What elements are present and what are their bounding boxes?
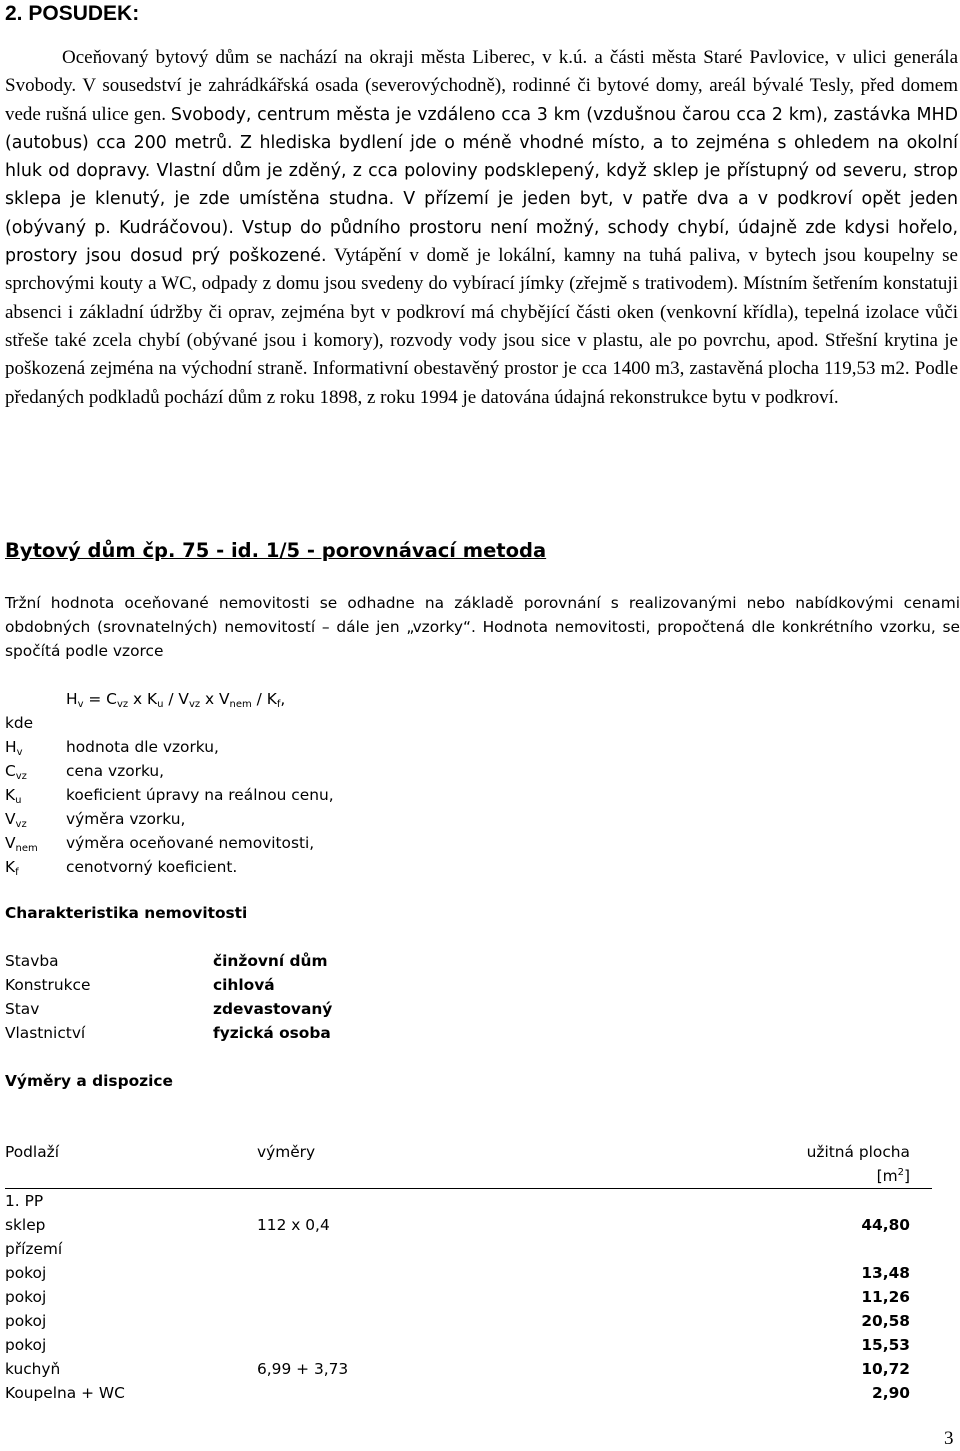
legend-kde: kde [5,714,34,732]
paragraph-rest: Vytápění v domě je lokální, kamny na tuhá paliva, v bytech jsou koupelny se sprchovými kouty a WC, odpady z domu jsou svedeny do vybírací jímky (zřejmě s trativodem). Místním šetřením konstatuji absenci i základní údržby či oprav, zejména byt v podkroví má chybějící části oken (venkovní křídla), tepelná izolace vůči střeše také zcela chybí (obývané jsou i komory), rozvody vody jsou sice v plastu, ale po povrchu, apod. Střešní krytina je poškozená zejména na východní straně. Informativní obestavěný prostor je cca 1400 m3, zastavěná plocha 119,53 m2. Podle předaných podkladů pochází dům z roku 1898, z roku 1994 je datována údajná rekonstrukce bytu v podkroví. [5,245,958,408]
table-row: přízemí [5,1240,63,1258]
table-row: pokoj 11,26 [5,1288,910,1306]
page-number: 3 [944,1428,954,1449]
areas-title: Výměry a dispozice [5,1072,173,1090]
characteristics-row: Stavba činžovní dům [5,952,328,970]
column-header-floor: Podlaží [5,1143,59,1161]
characteristics-row: Vlastnictví fyzická osoba [5,1024,331,1042]
section-heading: 2. POSUDEK: [5,2,140,25]
characteristics-title: Charakteristika nemovitosti [5,904,248,922]
legend-row: $V_{nem}$ výměra oceňované nemovitosti, [5,834,315,854]
description-paragraph [5,44,958,412]
characteristics-row: Konstrukce cihlová [5,976,275,994]
table-row: pokoj 20,58 [5,1312,910,1330]
column-header-usable-area: užitná plocha $[m^2]$ [806,1143,910,1185]
characteristics-row: Stav zdevastovaný [5,1000,333,1018]
table-row: pokoj 15,53 [5,1336,910,1354]
variable-legend [5,711,334,879]
legend-row: $K_u$ koeficient úpravy na reálnou cenu, [5,786,334,806]
method-intro: Tržní hodnota oceňované nemovitosti se odhadne na základě porovnání s realizovanými nebo nabídkovými cenami obdobných (srovnatelných) nemovitostí – dále jen „vzorky“. Hodnota nemovitosti, propočtená dle konkrétního vzorku, se spočítá podle vzorce [5,594,960,660]
column-header-dimensions: výměry [257,1143,316,1161]
legend-row: $C_{vz}$ cena vzorku, [5,762,165,782]
table-row: Koupelna + WC 2,90 [5,1384,910,1402]
method-heading: Bytový dům čp. 75 - id. 1/5 - porovnávací metoda [5,539,547,562]
paragraph-sans-part: Svobody, centrum města je vzdáleno cca 3 km (vzdušnou čarou cca 2 km), zastávka MHD (autobus) cca 200 metrů. Z hlediska bydlení jde o méně vhodné místo, a to zejména s ohledem na okolní hluk od dopravy. Vlastní dům je zděný, z cca poloviny podsklepený, když sklep je přístupný od severu, strop sklepa je klenutý, je zde umístěna studna. V přízemí je jeden byt, v patře dva a v podkroví opět jeden (obývaný p. Kudráčovou). Vstup do půdního prostoru není možný, schody chybí, údajně zde kdysi hořelo, prostory jsou dosud prý poškozené. [5,104,958,267]
table-row: 1. PP [5,1192,44,1210]
legend-row: $K_f$ cenotvorný koeficient. [5,858,238,878]
characteristics-table [5,949,332,1045]
paragraph-lead: Oceňovaný bytový dům se nachází na okraji města Liberec, v k.ú. a části města Staré Pavlovice, v ulici generála Svobody. V sousedství je zahrádkářská osada (severovýchodně), rodinné či bytové domy, areál bývalé Tesly, před domem vede rušná ulice gen. [5,47,958,125]
areas-table [5,1140,932,1405]
table-row: pokoj 13,48 [5,1264,910,1282]
valuation-formula: $H_v = C_{vz}$ x $K_u / V_{vz}$ x $V_{nem} / K_f$, [66,690,286,710]
legend-row: $H_v$ hodnota dle vzorku, [5,738,219,758]
legend-row: $V_{vz}$ výměra vzorku, [5,810,186,830]
areas-table-header [5,1140,932,1189]
table-row: kuchyň 6,99 + 3,73 10,72 [5,1360,910,1378]
table-row: sklep 112 x 0,4 44,80 [5,1216,910,1234]
